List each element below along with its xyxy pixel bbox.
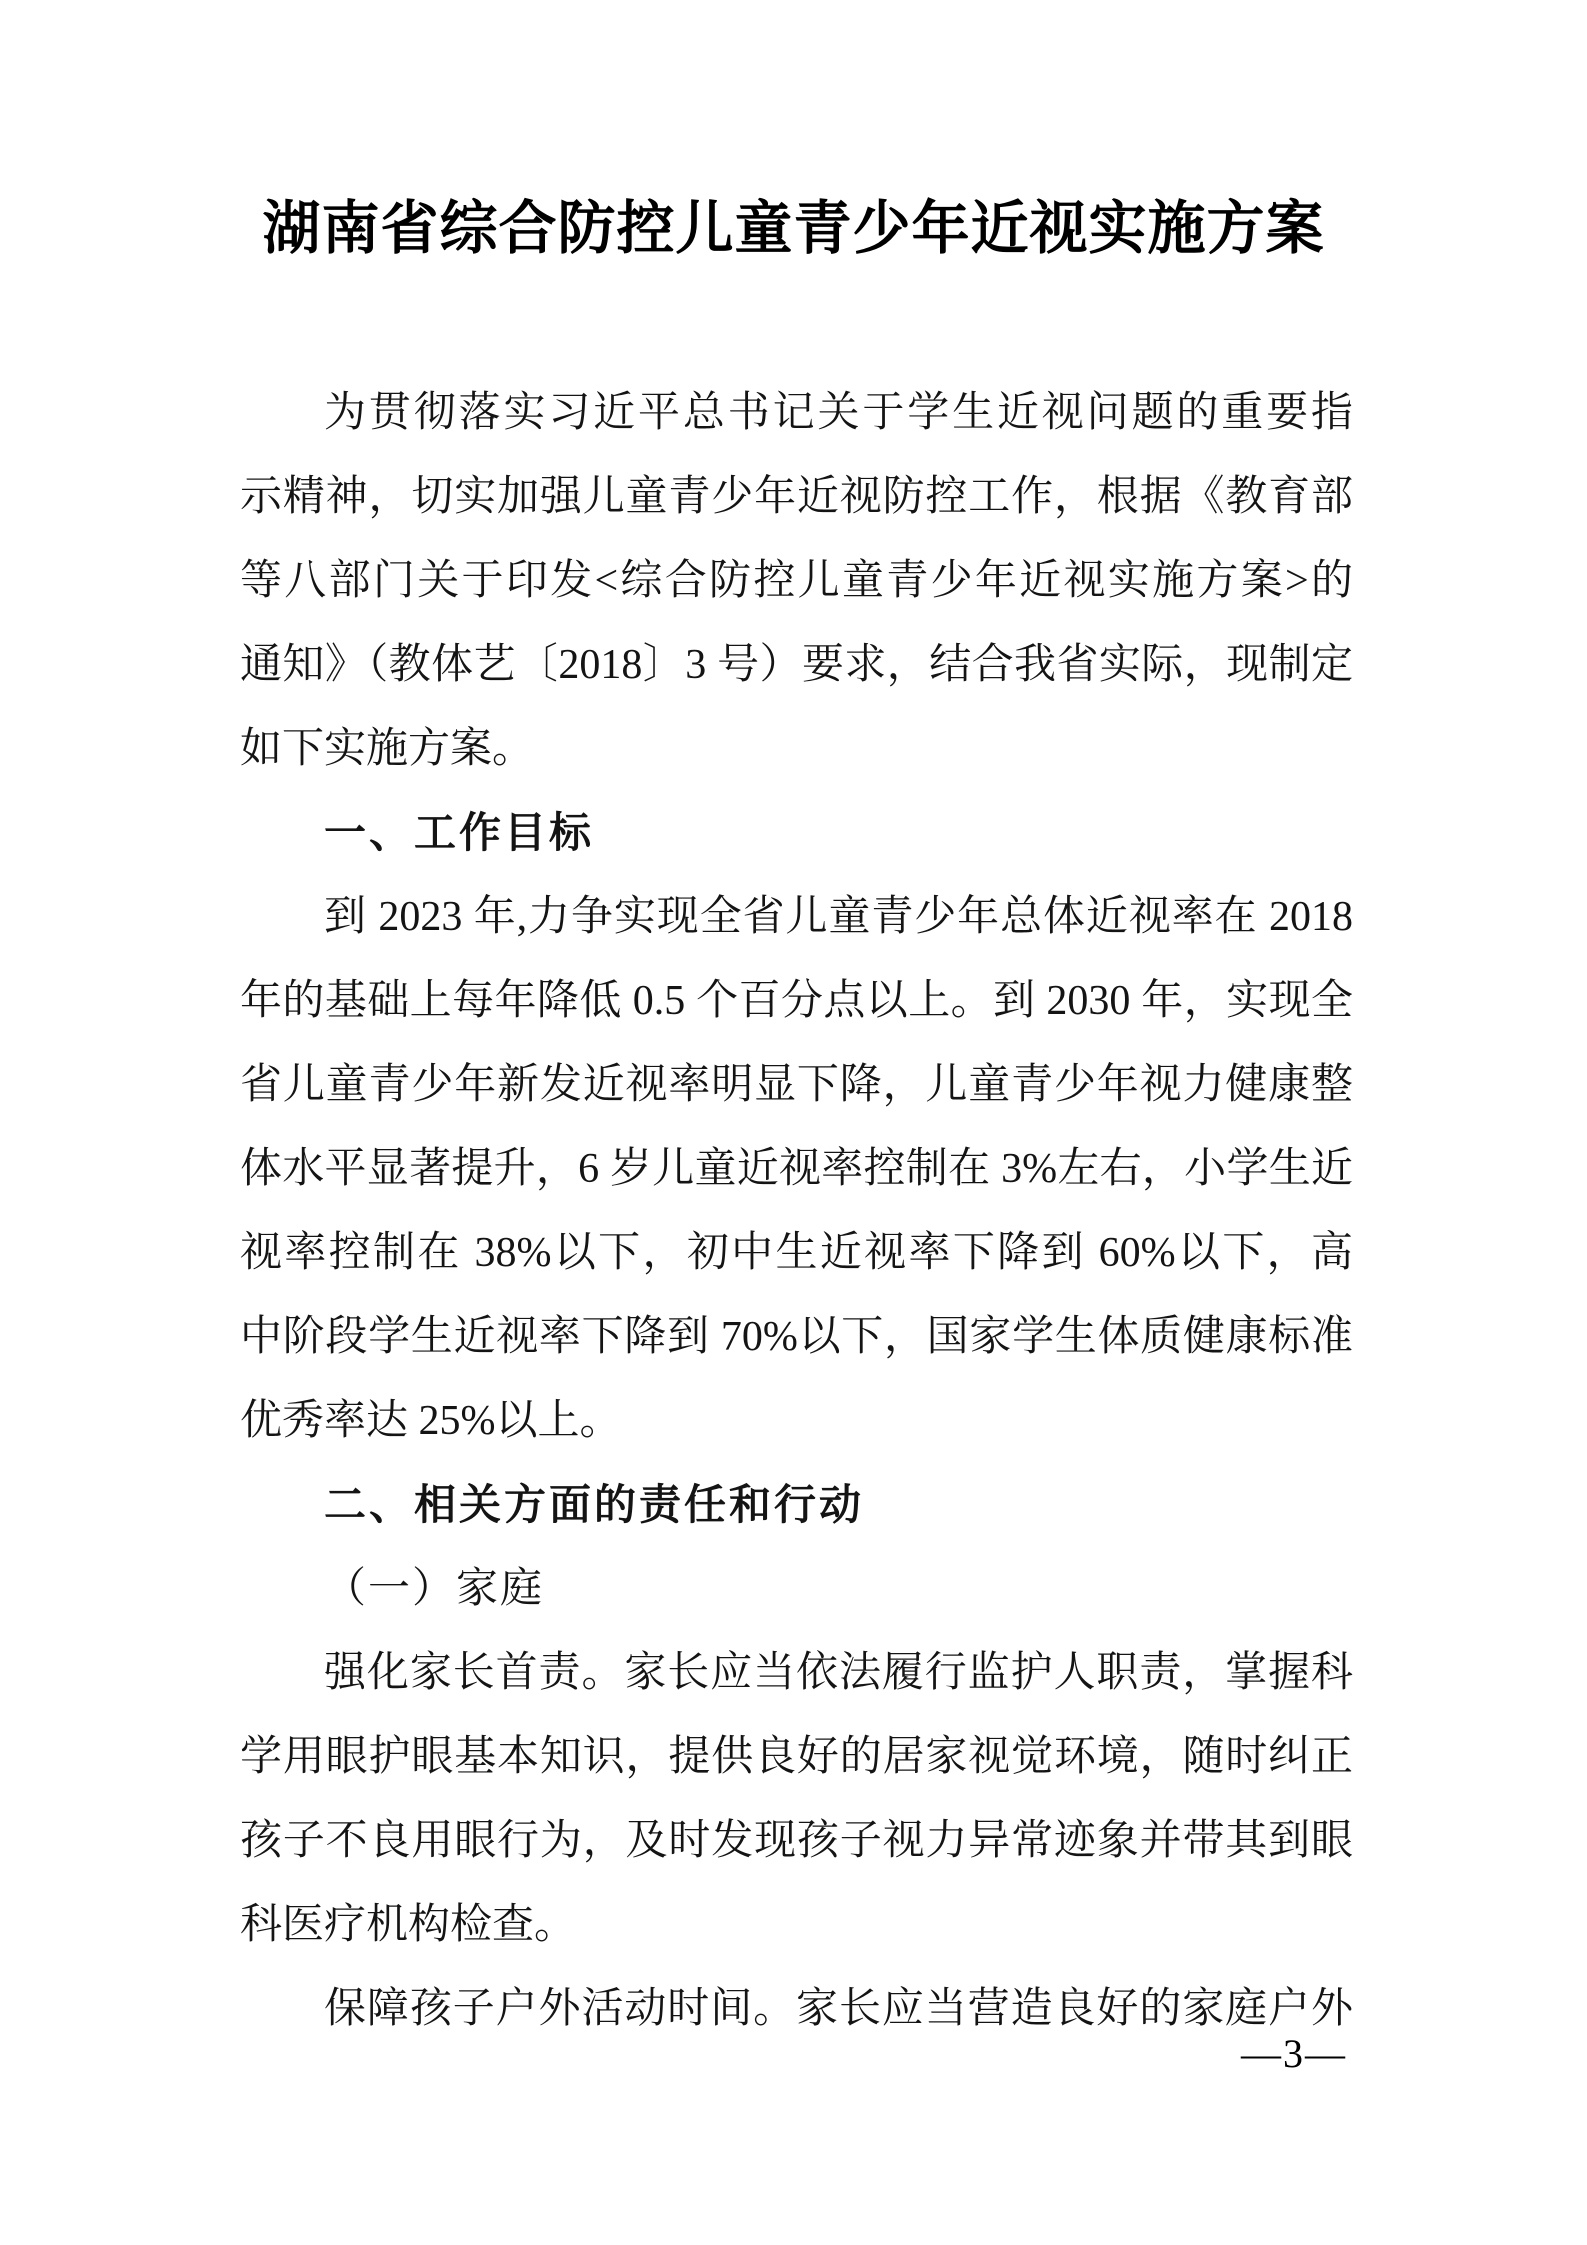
paragraph-line: 通知》（教体艺〔2018〕3 号）要求，结合我省实际，现制定 bbox=[240, 642, 1353, 688]
paragraph-line: 示精神，切实加强儿童青少年近视防控工作，根据《教育部 bbox=[240, 474, 1353, 520]
paragraph-line: 年的基础上每年降低 0.5 个百分点以上。到 2030 年，实现全 bbox=[240, 978, 1353, 1024]
paragraph-line: 体水平显著提升，6 岁儿童近视率控制在 3%左右，小学生近 bbox=[240, 1146, 1353, 1192]
paragraph-line: 科医疗机构检查。 bbox=[240, 1902, 577, 1948]
paragraph-line: 等八部门关于印发<综合防控儿童青少年近视实施方案>的 bbox=[240, 558, 1353, 604]
page-number: —3— bbox=[1241, 2031, 1347, 2076]
paragraph-line: 中阶段学生近视率下降到 70%以下，国家学生体质健康标准 bbox=[240, 1314, 1353, 1360]
paragraph-line: 保障孩子户外活动时间。家长应当营造良好的家庭户外 bbox=[324, 1986, 1353, 2032]
paragraph-line: 优秀率达 25%以上。 bbox=[240, 1398, 622, 1444]
paragraph-line: 如下实施方案。 bbox=[240, 726, 535, 772]
paragraph-line: 孩子不良用眼行为，及时发现孩子视力异常迹象并带其到眼 bbox=[240, 1818, 1353, 1864]
section-heading-responsibilities: 二、相关方面的责任和行动 bbox=[324, 1481, 865, 1528]
paragraph-line: 学用眼护眼基本知识，提供良好的居家视觉环境，随时纠正 bbox=[240, 1734, 1353, 1780]
subsection-heading-family: （一）家庭 bbox=[324, 1566, 545, 1612]
section-heading-work-goals: 一、工作目标 bbox=[324, 809, 595, 856]
paragraph-line: 省儿童青少年新发近视率明显下降，儿童青少年视力健康整 bbox=[240, 1062, 1353, 1108]
paragraph-line: 强化家长首责。家长应当依法履行监护人职责，掌握科 bbox=[324, 1650, 1353, 1696]
paragraph-line: 到 2023 年,力争实现全省儿童青少年总体近视率在 2018 bbox=[324, 894, 1353, 940]
paragraph-line: 为贯彻落实习近平总书记关于学生近视问题的重要指 bbox=[324, 390, 1353, 436]
document-body bbox=[240, 371, 1353, 2051]
document-title: 湖南省综合防控儿童青少年近视实施方案 bbox=[262, 196, 1325, 261]
paragraph-line: 视率控制在 38%以下，初中生近视率下降到 60%以下，高 bbox=[240, 1230, 1353, 1276]
